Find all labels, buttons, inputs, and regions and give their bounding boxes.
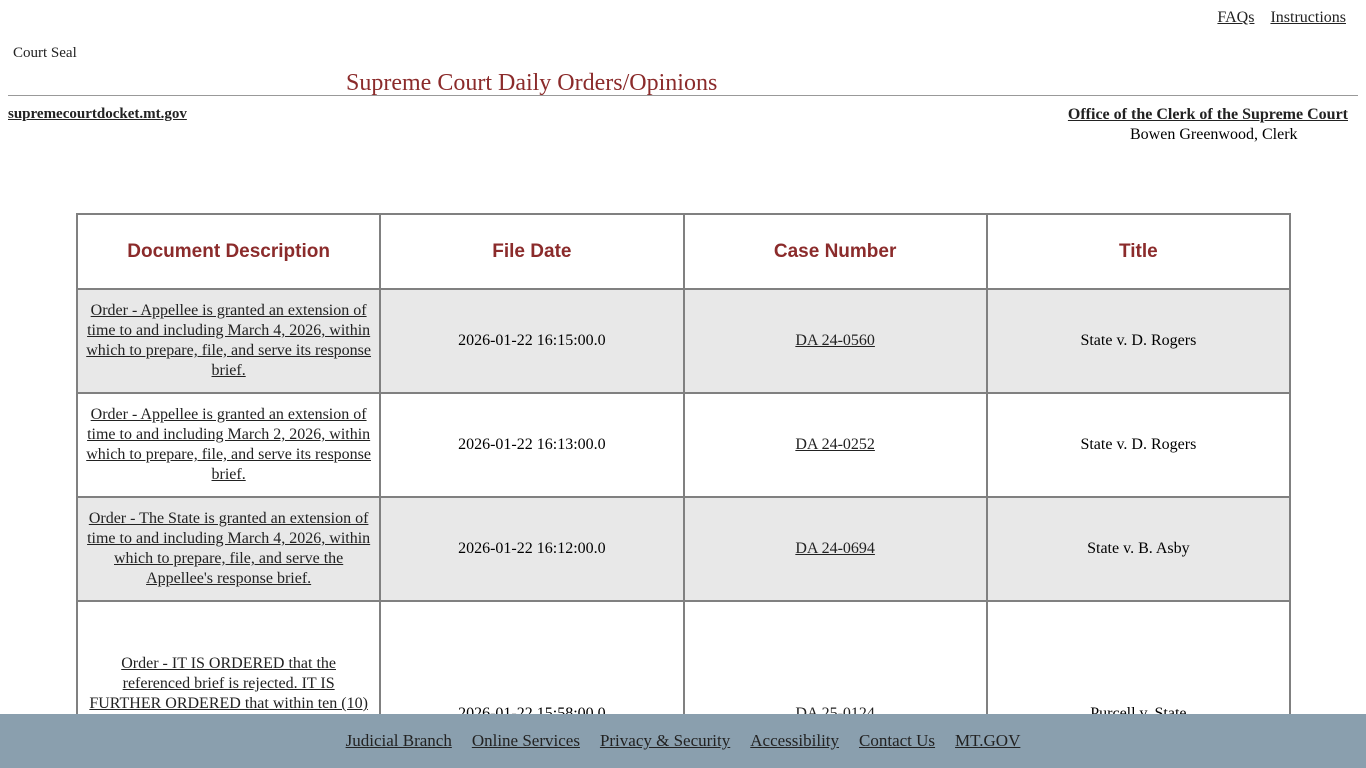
description-cell — [77, 393, 380, 497]
footer-link-mt-gov[interactable]: MT.GOV — [955, 731, 1021, 750]
footer-link-judicial-branch[interactable]: Judicial Branch — [345, 731, 452, 750]
document-description-link[interactable]: Order - The State is granted an extension of time to and including March 4, 2026, within which to prepare, file, and serve the Appellee's response brief. — [87, 510, 371, 587]
case-number-link[interactable]: DA 24-0694 — [795, 540, 875, 557]
clerk-office-link[interactable]: Office of the Clerk of the Supreme Court — [1067, 106, 1348, 123]
case-number-link[interactable]: DA 24-0560 — [795, 332, 875, 349]
header-document-description: Document Description — [77, 214, 380, 289]
file-date-cell: 2026-01-22 16:12:00.0 — [380, 497, 683, 601]
clerk-name: Bowen Greenwood, Clerk — [1130, 126, 1298, 143]
title-cell: State v. B. Asby — [987, 497, 1290, 601]
description-cell — [77, 497, 380, 601]
document-description-link[interactable]: Order - Appellee is granted an extension of time to and including March 2, 2026, within which to prepare, file, and serve its response brief. — [86, 406, 372, 483]
header-file-date: File Date — [380, 214, 683, 289]
header-title: Title — [987, 214, 1290, 289]
description-cell — [77, 289, 380, 393]
instructions-link[interactable]: Instructions — [1270, 9, 1346, 26]
title-cell: State v. D. Rogers — [987, 289, 1290, 393]
header-divider — [8, 95, 1358, 96]
court-seal-image — [13, 45, 77, 62]
footer-link-online-services[interactable]: Online Services — [471, 731, 580, 750]
title-cell: State v. D. Rogers — [987, 393, 1290, 497]
table-row — [77, 497, 1290, 601]
page-title: Supreme Court Daily Orders/Opinions — [346, 70, 718, 96]
footer-bar — [0, 714, 1366, 768]
footer-link-privacy-security[interactable]: Privacy & Security — [599, 731, 731, 750]
case-number-cell — [684, 497, 987, 601]
footer-link-accessibility[interactable]: Accessibility — [750, 731, 840, 750]
top-links — [1205, 9, 1346, 27]
case-number-link[interactable]: DA 24-0252 — [795, 436, 875, 453]
file-date-cell: 2026-01-22 16:13:00.0 — [380, 393, 683, 497]
case-number-cell — [684, 393, 987, 497]
site-home-link[interactable]: supremecourtdocket.mt.gov — [8, 106, 187, 122]
case-number-cell — [684, 289, 987, 393]
table-row — [77, 393, 1290, 497]
header-case-number: Case Number — [684, 214, 987, 289]
table-row — [77, 289, 1290, 393]
footer-link-contact-us[interactable]: Contact Us — [859, 731, 936, 750]
document-description-link[interactable]: Order - Appellee is granted an extension of time to and including March 4, 2026, within which to prepare, file, and serve its response brief. — [86, 302, 372, 379]
document-description-link[interactable]: Order - IT IS ORDERED that the referenced brief is rejected. IT IS FURTHER ORDERED that within ten (10) — [89, 655, 368, 712]
orders-table-container — [76, 213, 1291, 768]
orders-table — [76, 213, 1291, 768]
faqs-link[interactable]: FAQs — [1217, 9, 1255, 26]
file-date-cell: 2026-01-22 16:15:00.0 — [380, 289, 683, 393]
table-header-row — [77, 214, 1290, 289]
court-seal-alt-text: Court Seal — [13, 45, 77, 61]
